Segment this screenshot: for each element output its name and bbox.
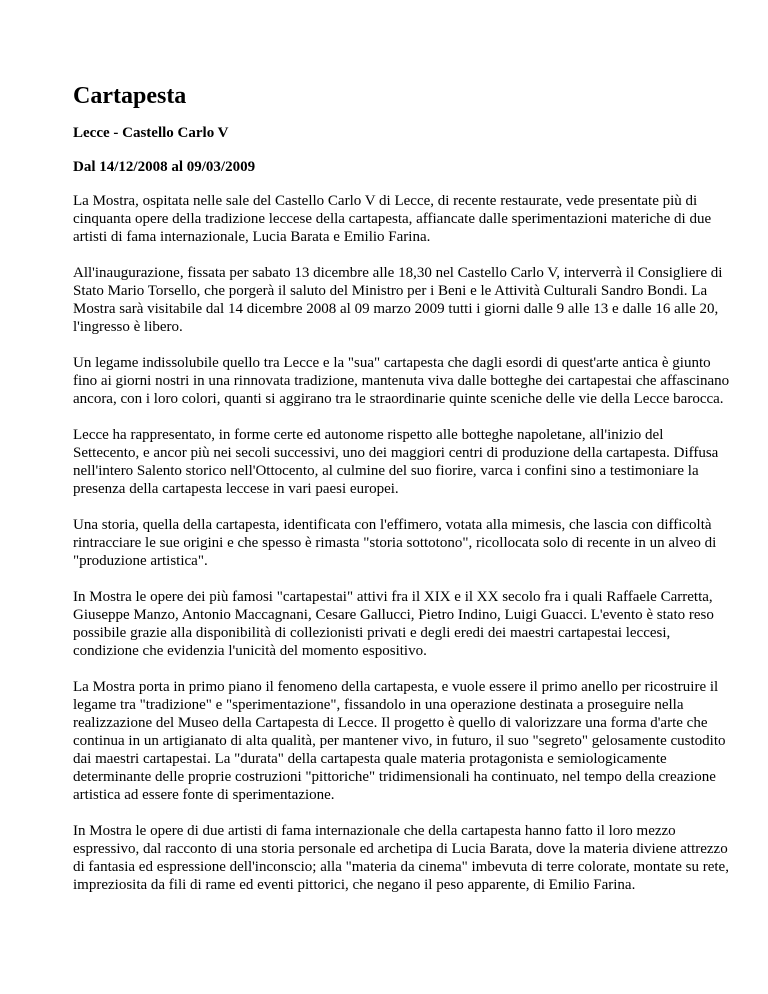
paragraph: In Mostra le opere dei più famosi "cartapestai" attivi fra il XIX e il XX secolo fra i quali Raffaele Carretta, Giuseppe Manzo, Antonio Maccagnani, Cesare Gallucci, Pietro Indino, Luigi Guacci. L'evento è stato reso possibile grazie alla disponibilità di collezionisti privati e degli eredi dei maestri cartapestai leccesi, condizione che evidenzia l'unicità del momento espositivo. [73, 589, 714, 659]
exhibition-location: Lecce - Castello Carlo V [73, 125, 229, 141]
paragraph: Un legame indissolubile quello tra Lecce e la "sua" cartapesta che dagli esordi di quest'arte antica è giunto fino ai giorni nostri in una rinnovata tradizione, mantenuta viva dalle botteghe dei cartapestai che affascinano ancora, con i loro colori, quanti si aggirano tra le straordinarie quinte sceniche delle vie della Lecce barocca. [73, 355, 730, 407]
paragraph: Una storia, quella della cartapesta, identificata con l'effimero, votata alla mimesis, che lascia con difficoltà rintracciare le sue origini e che spesso è rimasta "storia sottotono", ricollocata solo di recente in un alveo di "produzione artistica". [73, 517, 717, 569]
paragraph: Lecce ha rappresentato, in forme certe ed autonome rispetto alle botteghe napoletane, all'inizio del Settecento, e ancor più nei secoli successivi, uno dei maggiori centri di produzione della cartapesta. Diffusa nell'intero Salento storico nell'Ottocento, al culmine del suo fiorire, varca i confini sino a testimoniare la presenza della cartapesta leccese in vari paesi europei. [73, 427, 719, 497]
paragraph: La Mostra, ospitata nelle sale del Castello Carlo V di Lecce, di recente restaurate, vede presentate più di cinquanta opere della tradizione leccese della cartapesta, affiancate dalle sperimentazioni materiche di due artisti di fama internazionale, Lucia Barata e Emilio Farina. [73, 193, 712, 245]
paragraph: In Mostra le opere di due artisti di fama internazionale che della cartapesta hanno fatto il loro mezzo espressivo, dal racconto di una storia personale ed archetipa di Lucia Barata, dove la materia diviene attrezzo di fantasia ed espressione dell'inconscio; alla "materia da cinema" imbevuta di terre colorate, montate su rete, impreziosita da fili di rame ed eventi pittorici, che negano il peso apparente, di Emilio Farina. [73, 823, 729, 893]
paragraph: All'inaugurazione, fissata per sabato 13 dicembre alle 18,30 nel Castello Carlo V, interverrà il Consigliere di Stato Mario Torsello, che porgerà il saluto del Ministro per i Beni e le Attività Culturali Sandro Bondi. La Mostra sarà visitabile dal 14 dicembre 2008 al 09 marzo 2009 tutti i giorni dalle 9 alle 13 e dalle 16 alle 20, l'ingresso è libero. [73, 265, 723, 335]
page-title: Cartapesta [73, 83, 187, 109]
paragraph: La Mostra porta in primo piano il fenomeno della cartapesta, e vuole essere il primo anello per ricostruire il legame tra "tradizione" e "sperimentazione", fissandolo in una operazione destinata a proseguire nella realizzazione del Museo della Cartapesta di Lecce. Il progetto è quello di valorizzare una forma d'arte che continua in un artigianato di alta qualità, per mantener vivo, in futuro, il suo "segreto" gelosamente custodito dai maestri cartapestai. La "durata" della cartapesta quale materia protagonista e semiologicamente determinante delle proprie costruzioni "pittoriche" tridimensionali ha continuato, nel tempo della creazione artistica ad essere fonte di sperimentazione. [73, 679, 726, 803]
exhibition-dates: Dal 14/12/2008 al 09/03/2009 [73, 159, 256, 175]
